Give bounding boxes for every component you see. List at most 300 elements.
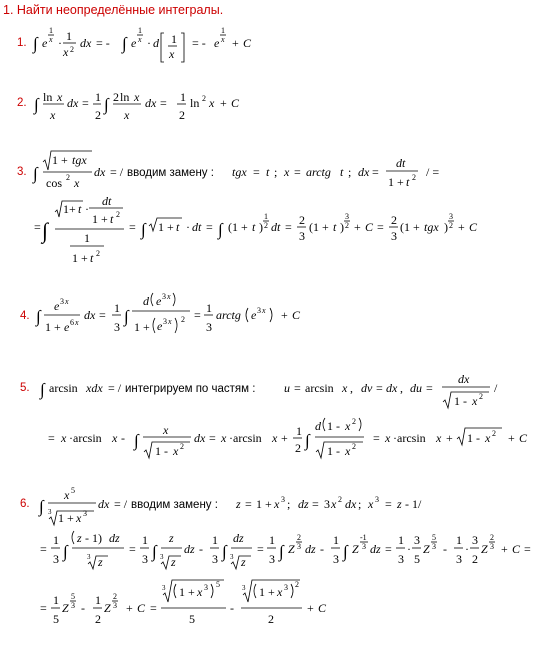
svg-text:1: 1	[221, 26, 225, 35]
svg-text:C: C	[292, 308, 301, 322]
svg-text:C: C	[137, 601, 146, 615]
svg-text:3: 3	[53, 552, 59, 566]
svg-text:dx: dx	[458, 372, 470, 386]
svg-text:=: =	[377, 220, 384, 234]
svg-text:·arcsin: ·arcsin	[393, 431, 426, 445]
problem-number-2: 2.	[17, 97, 27, 109]
svg-text:∫: ∫	[104, 95, 109, 114]
svg-text:1: 1	[171, 32, 177, 46]
svg-text:t: t	[266, 165, 270, 179]
svg-text:arcsin: arcsin	[49, 381, 78, 395]
svg-text:dt: dt	[396, 156, 406, 170]
svg-text:Z: Z	[62, 601, 69, 615]
svg-text:x: x	[49, 35, 53, 44]
svg-text:,: ,	[350, 381, 353, 395]
svg-text:3: 3	[297, 542, 301, 551]
svg-text:x: x	[57, 90, 63, 104]
svg-text:2: 2	[352, 442, 356, 451]
svg-text:=: =	[426, 381, 433, 395]
svg-text:dt: dt	[271, 220, 281, 234]
svg-text:t: t	[110, 212, 114, 226]
svg-text:C: C	[519, 431, 528, 445]
svg-text:x: x	[74, 176, 80, 190]
svg-text:3: 3	[490, 542, 494, 551]
svg-text:x: x	[221, 431, 227, 445]
problem-number-6: 6.	[20, 498, 30, 510]
svg-text:dv: dv	[361, 381, 373, 395]
svg-text:e: e	[54, 299, 60, 313]
svg-text:tgx: tgx	[72, 153, 87, 167]
svg-text:+: +	[458, 220, 465, 234]
svg-text:z: z	[171, 555, 176, 569]
svg-text:=: =	[312, 497, 319, 511]
svg-text:t: t	[176, 220, 180, 234]
svg-text:1: 1	[66, 29, 72, 43]
svg-text:-: -	[443, 542, 447, 556]
svg-text:x: x	[50, 108, 56, 122]
svg-text:arcsin: arcsin	[305, 381, 334, 395]
svg-text:3: 3	[324, 497, 330, 511]
svg-text:2: 2	[492, 429, 496, 438]
svg-text:5: 5	[432, 533, 436, 542]
svg-text:3: 3	[414, 533, 420, 547]
svg-text:e: e	[131, 36, 137, 50]
svg-text:=: =	[160, 96, 167, 110]
svg-text:x: x	[138, 35, 142, 44]
svg-text:3: 3	[333, 552, 339, 566]
svg-text:2: 2	[352, 417, 356, 426]
svg-text:dz: dz	[370, 542, 381, 556]
svg-text:dt: dt	[192, 220, 202, 234]
parts-phrase-5: интегрируем по частям :	[125, 383, 256, 395]
svg-text:-: -	[320, 542, 324, 556]
svg-text:x: x	[65, 297, 69, 306]
svg-text:x: x	[277, 585, 283, 599]
svg-text:= -: = -	[192, 36, 206, 50]
svg-text:1 -: 1 -	[467, 431, 480, 445]
svg-text:∫: ∫	[343, 542, 348, 561]
svg-text:=: =	[253, 165, 260, 179]
svg-text:e: e	[214, 36, 220, 50]
svg-text:2: 2	[113, 592, 117, 601]
svg-text:dx: dx	[98, 497, 110, 511]
svg-text:5: 5	[189, 612, 195, 626]
svg-text:+: +	[281, 431, 288, 445]
svg-text:∫: ∫	[33, 34, 38, 53]
svg-text:2: 2	[472, 552, 478, 566]
svg-text:=: =	[194, 308, 201, 322]
svg-text:tgx: tgx	[424, 220, 439, 234]
svg-text:3: 3	[162, 292, 166, 301]
svg-text:+: +	[501, 542, 508, 556]
svg-text:dx: dx	[94, 165, 106, 179]
svg-text:1: 1	[264, 212, 268, 221]
svg-text:;: ;	[348, 165, 352, 179]
svg-text:x: x	[436, 431, 442, 445]
svg-text:1 +: 1 +	[256, 497, 272, 511]
svg-text:/: /	[494, 381, 498, 395]
svg-text:t: t	[78, 202, 82, 216]
svg-text:1 +: 1 +	[45, 320, 61, 334]
svg-text:x: x	[76, 511, 82, 525]
svg-text:d: d	[153, 36, 159, 50]
svg-text:= /: = /	[110, 165, 124, 179]
svg-text:2: 2	[391, 213, 397, 227]
svg-text:2: 2	[345, 221, 349, 230]
svg-text:1: 1	[95, 593, 101, 607]
svg-text:arctg: arctg	[216, 308, 241, 322]
svg-text:x: x	[274, 497, 280, 511]
svg-text:3: 3	[362, 542, 366, 551]
svg-text:1: 1	[269, 533, 275, 547]
svg-text:dx: dx	[145, 96, 157, 110]
svg-text:1 +: 1 +	[158, 220, 174, 234]
svg-text:x: x	[169, 47, 175, 61]
svg-text:2: 2	[95, 612, 101, 626]
svg-text:=: =	[385, 542, 392, 556]
svg-text:dz: dz	[233, 531, 244, 545]
svg-text:1 -: 1 -	[155, 444, 168, 458]
svg-text:2: 2	[181, 315, 185, 324]
formula-1	[32, 26, 252, 62]
substitution-phrase-6: вводим замену :	[131, 499, 218, 511]
svg-text:dx: dx	[84, 308, 96, 322]
svg-text:2: 2	[202, 94, 206, 103]
svg-text:+: +	[307, 601, 314, 615]
svg-text:=: =	[257, 542, 264, 556]
svg-text:(1 +: (1 +	[309, 220, 329, 234]
svg-text:cos: cos	[46, 176, 62, 190]
svg-text:;: ;	[358, 497, 362, 511]
svg-text:x: x	[63, 45, 69, 59]
svg-text:1 -: 1 -	[454, 394, 467, 408]
svg-text:=: =	[209, 431, 216, 445]
svg-text:1: 1	[84, 231, 90, 245]
svg-text:=: =	[40, 542, 47, 556]
svg-text:x: x	[262, 306, 266, 315]
svg-text:x: x	[197, 585, 203, 599]
svg-text:∫: ∫	[34, 95, 39, 114]
svg-text:d: d	[315, 419, 321, 433]
svg-text:tgx: tgx	[232, 165, 247, 179]
svg-text:dx: dx	[194, 431, 206, 445]
svg-text:1: 1	[53, 593, 59, 607]
svg-text:1 +: 1 +	[58, 511, 74, 525]
svg-text:∫: ∫	[33, 164, 38, 183]
svg-text:t: t	[340, 165, 344, 179]
svg-text:3: 3	[162, 584, 166, 592]
svg-text:1 +: 1 +	[388, 175, 404, 189]
svg-text:1 +: 1 +	[134, 320, 150, 334]
svg-text:3: 3	[114, 320, 120, 334]
svg-text:dz: dz	[109, 531, 120, 545]
svg-text:-: -	[199, 542, 203, 556]
svg-text:Z: Z	[288, 542, 295, 556]
svg-text:-: -	[230, 601, 234, 615]
svg-text:3: 3	[284, 583, 288, 592]
svg-text:+: +	[446, 431, 453, 445]
svg-text:2: 2	[297, 533, 301, 542]
svg-text:ln: ln	[120, 90, 130, 104]
svg-text:2: 2	[116, 210, 120, 219]
problem-number-3: 3.	[17, 166, 27, 178]
svg-text:3: 3	[398, 552, 404, 566]
svg-text:∫: ∫	[305, 431, 310, 450]
svg-text:∫: ∫	[279, 542, 284, 561]
svg-text:x: x	[272, 431, 278, 445]
svg-text:∫: ∫	[122, 34, 127, 53]
svg-text:=: =	[150, 601, 157, 615]
svg-text:3: 3	[299, 229, 305, 243]
svg-text:2: 2	[180, 442, 184, 451]
svg-text:- 1): - 1)	[85, 531, 102, 545]
svg-text:): )	[444, 220, 448, 234]
svg-text:3: 3	[60, 297, 64, 306]
svg-text:3: 3	[71, 601, 75, 610]
svg-text:3: 3	[269, 552, 275, 566]
svg-text:dz: dz	[305, 542, 316, 556]
svg-text:x: x	[284, 165, 290, 179]
svg-text:z: z	[169, 531, 174, 545]
svg-text:= /: = /	[108, 381, 122, 395]
svg-text:3: 3	[432, 542, 436, 551]
svg-text:C: C	[365, 220, 374, 234]
svg-text:3: 3	[281, 495, 285, 504]
svg-text:1+: 1+	[63, 202, 76, 216]
svg-text:1: 1	[333, 533, 339, 547]
svg-text:3: 3	[142, 552, 148, 566]
svg-text:2: 2	[66, 173, 70, 182]
svg-text:x: x	[345, 419, 351, 433]
svg-text:2: 2	[268, 612, 274, 626]
svg-text:=: =	[129, 220, 136, 234]
svg-text:t: t	[333, 220, 337, 234]
svg-text:1: 1	[180, 90, 186, 104]
svg-text:t: t	[406, 175, 410, 189]
svg-text:Z: Z	[423, 542, 430, 556]
svg-text:5: 5	[71, 592, 75, 601]
svg-text:;: ;	[274, 165, 278, 179]
svg-text:2: 2	[490, 533, 494, 542]
svg-text:∫: ∫	[152, 542, 157, 561]
svg-text:dx: dx	[358, 165, 370, 179]
svg-text:2: 2	[449, 221, 453, 230]
svg-text:∫: ∫	[124, 307, 129, 326]
svg-text:1 +: 1 +	[92, 212, 108, 226]
svg-text:dx: dx	[386, 381, 398, 395]
svg-text:3: 3	[206, 320, 212, 334]
svg-text:=: =	[99, 308, 106, 322]
svg-text:= -: = -	[96, 36, 110, 50]
svg-text:,: ,	[400, 381, 403, 395]
svg-text:5: 5	[53, 612, 59, 626]
svg-text:e: e	[42, 36, 48, 50]
svg-text:+: +	[232, 36, 239, 50]
svg-text:∫: ∫	[40, 380, 45, 399]
svg-text:(1 +: (1 +	[228, 220, 248, 234]
problem-number-1: 1.	[17, 37, 27, 49]
svg-text:C: C	[231, 96, 240, 110]
svg-text:C: C	[243, 36, 252, 50]
svg-text:3: 3	[391, 229, 397, 243]
svg-text:=: =	[129, 542, 136, 556]
svg-text:·: ·	[186, 220, 190, 234]
svg-text:3: 3	[48, 508, 52, 516]
svg-text:C: C	[512, 542, 521, 556]
svg-text:2: 2	[479, 392, 483, 401]
svg-text:·: ·	[465, 542, 469, 556]
svg-text:= /: = /	[114, 497, 128, 511]
svg-text:-: -	[121, 431, 125, 445]
svg-text:1: 1	[114, 301, 120, 315]
svg-text:5: 5	[414, 552, 420, 566]
svg-text:ln: ln	[190, 96, 200, 110]
svg-text:3: 3	[204, 583, 208, 592]
svg-text:1: 1	[206, 301, 212, 315]
svg-text:5: 5	[216, 580, 220, 589]
svg-text:3: 3	[230, 553, 234, 561]
svg-text:x: x	[167, 292, 171, 301]
svg-text:ln: ln	[43, 90, 53, 104]
svg-text:∫: ∫	[36, 307, 41, 326]
svg-text:z: z	[241, 555, 246, 569]
svg-text:2: 2	[412, 173, 416, 182]
formula-3	[32, 151, 478, 265]
svg-text:=: =	[294, 165, 301, 179]
substitution-phrase-3: вводим замену :	[127, 167, 214, 179]
svg-text:3: 3	[375, 495, 379, 504]
svg-text:x: x	[345, 444, 351, 458]
svg-text:x: x	[342, 381, 348, 395]
svg-text:1 +: 1 +	[72, 251, 88, 265]
svg-text:2: 2	[338, 495, 342, 504]
svg-text:2: 2	[295, 580, 299, 589]
svg-text:2: 2	[113, 90, 119, 104]
svg-text:1: 1	[456, 533, 462, 547]
svg-text:u: u	[284, 381, 290, 395]
svg-text:x: x	[75, 318, 79, 327]
svg-text:- 1/: - 1/	[405, 497, 422, 511]
svg-text:x: x	[112, 431, 118, 445]
svg-text:1 -: 1 -	[327, 444, 340, 458]
svg-text:x: x	[163, 423, 169, 437]
svg-text:+: +	[220, 96, 227, 110]
svg-text:=: =	[385, 497, 392, 511]
svg-text:e: e	[251, 308, 257, 322]
svg-text:3: 3	[113, 601, 117, 610]
svg-text:=: =	[376, 381, 383, 395]
svg-text:1: 1	[212, 533, 218, 547]
svg-text:=: =	[82, 96, 89, 110]
svg-text:=: =	[34, 220, 41, 234]
svg-text:+: +	[126, 601, 133, 615]
svg-text:6: 6	[70, 318, 74, 327]
svg-text:3: 3	[257, 306, 261, 315]
svg-text:1 +: 1 +	[52, 153, 68, 167]
svg-text:·: ·	[58, 36, 62, 50]
svg-text:z: z	[236, 497, 241, 511]
svg-text:dx: dx	[80, 36, 92, 50]
svg-text:x: x	[331, 497, 337, 511]
svg-text:1: 1	[296, 424, 302, 438]
svg-text:3: 3	[472, 533, 478, 547]
svg-text:z: z	[77, 531, 82, 545]
svg-text:·: ·	[147, 36, 151, 50]
svg-text:d: d	[143, 294, 149, 308]
svg-text:C: C	[318, 601, 327, 615]
svg-text:3: 3	[163, 317, 167, 326]
svg-text:2: 2	[295, 441, 301, 455]
svg-text:1: 1	[398, 533, 404, 547]
svg-text:du: du	[410, 381, 422, 395]
svg-text:=: =	[524, 542, 531, 556]
svg-text:+: +	[354, 220, 361, 234]
svg-text:x: x	[209, 96, 215, 110]
svg-text:x: x	[221, 35, 225, 44]
svg-text:2: 2	[95, 108, 101, 122]
page-heading: 1. Найти неопределённые интегралы.	[3, 3, 224, 17]
svg-text:=: =	[206, 220, 213, 234]
svg-text:=: =	[373, 431, 380, 445]
svg-text:): )	[259, 220, 263, 234]
svg-text:=: =	[285, 220, 292, 234]
svg-text:1: 1	[53, 533, 59, 547]
svg-text:3: 3	[449, 212, 453, 221]
svg-text:xdx: xdx	[86, 381, 103, 395]
formula-2	[33, 90, 240, 122]
svg-text:x: x	[124, 108, 130, 122]
svg-text:Z: Z	[352, 542, 359, 556]
svg-text:-1: -1	[360, 533, 367, 542]
svg-text:1: 1	[142, 533, 148, 547]
svg-text:x: x	[61, 431, 67, 445]
svg-text:z: z	[98, 555, 103, 569]
svg-text:∫: ∫	[39, 497, 44, 516]
svg-text:2: 2	[70, 45, 74, 54]
svg-text:e: e	[156, 294, 162, 308]
svg-text:1 +: 1 +	[179, 585, 195, 599]
svg-text:2: 2	[299, 213, 305, 227]
svg-text:x: x	[64, 488, 70, 502]
svg-text:=: =	[40, 601, 47, 615]
svg-text:dx: dx	[345, 497, 357, 511]
svg-text:C: C	[469, 220, 478, 234]
svg-text:3: 3	[87, 553, 91, 561]
svg-text:+: +	[281, 308, 288, 322]
svg-text:-: -	[81, 601, 85, 615]
svg-text:;: ;	[287, 497, 291, 511]
svg-text:/ =: / =	[426, 165, 440, 179]
svg-text:1: 1	[138, 26, 142, 35]
svg-text:=: =	[48, 431, 55, 445]
svg-text:x: x	[134, 90, 140, 104]
problem-number-4: 4.	[20, 310, 30, 322]
svg-text:dz: dz	[184, 542, 195, 556]
svg-text:dt: dt	[102, 194, 112, 208]
svg-text:1: 1	[95, 90, 101, 104]
problem-number-5: 5.	[20, 382, 30, 394]
svg-text:(1 +: (1 +	[400, 220, 420, 234]
svg-text:x: x	[385, 431, 391, 445]
svg-text:·: ·	[407, 542, 411, 556]
svg-text:x: x	[168, 317, 172, 326]
svg-text:x: x	[485, 431, 491, 445]
svg-text:2: 2	[96, 249, 100, 258]
svg-text:=: =	[372, 165, 379, 179]
svg-text:dx: dx	[67, 96, 79, 110]
svg-text:∫: ∫	[63, 542, 68, 561]
svg-text:3: 3	[345, 212, 349, 221]
